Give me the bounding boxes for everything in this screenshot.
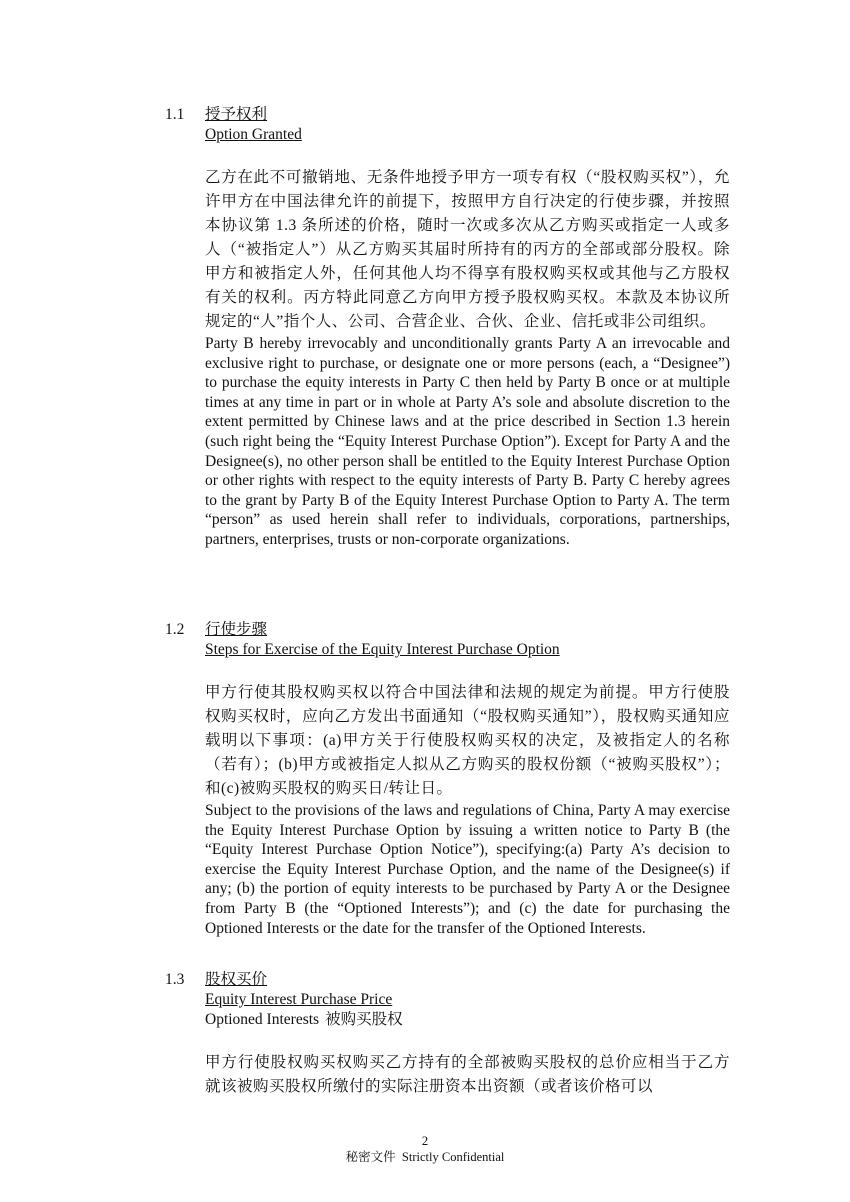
section-1-1 [165, 105, 730, 550]
section-title-en: Option Granted [205, 126, 302, 143]
section-number: 1.3 [165, 971, 185, 988]
section-number: 1.1 [165, 106, 185, 123]
section-number: 1.2 [165, 621, 185, 638]
confidentiality-footer [0, 1149, 850, 1165]
defined-term [205, 1010, 730, 1030]
confidential-label-zh: 秘密文件 [345, 1150, 396, 1164]
paragraph-zh: 乙方在此不可撤销地、无条件地授予甲方一项专有权（“股权购买权”），允许甲方在中国法律允许的前提下，按照甲方自行决定的行使步骤，并按照本协议第 1.3 条所述的价格，随时一次或多次从乙方购买或指定一人或多人（“被指定人”）从乙方购买其届时所持有的丙方的全部或部分股权。除甲方和被指定人外，任何其他人均不得享有股权购买权或其他与乙方股权有关的权利。丙方特此同意乙方向甲方授予股权购买权。本款及本协议所规定的“人”指个人、公司、合营企业、合伙、企业、信托或非公司组织。 [205, 169, 730, 330]
section-title-zh: 股权买价 [205, 971, 268, 988]
section-title-zh: 行使步骤 [205, 621, 268, 638]
page-number: 2 [421, 1134, 429, 1148]
paragraph-en: Subject to the provisions of the laws and regulations of China, Party A may exercise the Equity Interest Purchase Option by issuing a written notice to Party B (the “Equity Interest Purchase Option Notice”), specifying:(a) Party A’s decision to exercise the Equity Interest Purchase Option, and the name of the Designee(s) if any; (b) the portion of equity interests to be purchased by Party A or the Designee from Party B (the “Optioned Interests”); and (c) the date for purchasing the Optioned Interests or the date for the transfer of the Optioned Interests. [205, 802, 730, 937]
section-1-2 [165, 620, 730, 938]
paragraph-zh: 甲方行使其股权购买权以符合中国法律和法规的规定为前提。甲方行使股权购买权时，应向乙方发出书面通知（“股权购买通知”），股权购买通知应载明以下事项：(a)甲方关于行使股权购买权的决定，及被指定人的名称（若有）；(b)甲方或被指定人拟从乙方购买的股权份额（“被购买股权”）；和(c)被购买股权的购买日/转让日。 [205, 684, 730, 797]
paragraph-zh: 甲方行使股权购买权购买乙方持有的全部被购买股权的总价应相当于乙方就该被购买股权所缴付的实际注册资本出资额（或者该价格可以 [205, 1054, 730, 1095]
section-1-3 [165, 970, 730, 1099]
section-title-zh: 授予权利 [205, 106, 268, 123]
section-title-en: Equity Interest Purchase Price [205, 991, 393, 1008]
section-title-en: Steps for Exercise of the Equity Interest Purchase Option [205, 641, 560, 658]
defined-term-zh: 被购买股权 [325, 1011, 403, 1028]
confidential-label-en: Strictly Confidential [401, 1150, 505, 1164]
defined-term-en: Optioned Interests [205, 1011, 320, 1028]
paragraph-en: Party B hereby irrevocably and unconditionally grants Party A an irrevocable and exclusive right to purchase, or designate one or more persons (each, a “Designee”) to purchase the equity interests in Party C then held by Party B once or at multiple times at any time in part or in whole at Party A’s sole and absolute discretion to the extent permitted by Chinese laws and at the price described in Section 1.3 herein (such right being the “Equity Interest Purchase Option”). Except for Party A and the Designee(s), no other person shall be entitled to the Equity Interest Purchase Option or other rights with respect to the equity interests of Party B. Party C hereby agrees to the grant by Party B of the Equity Interest Purchase Option to Party A. The term “person” as used herein shall refer to individuals, corporations, partnerships, partners, enterprises, trusts or non-corporate organizations. [205, 335, 730, 548]
